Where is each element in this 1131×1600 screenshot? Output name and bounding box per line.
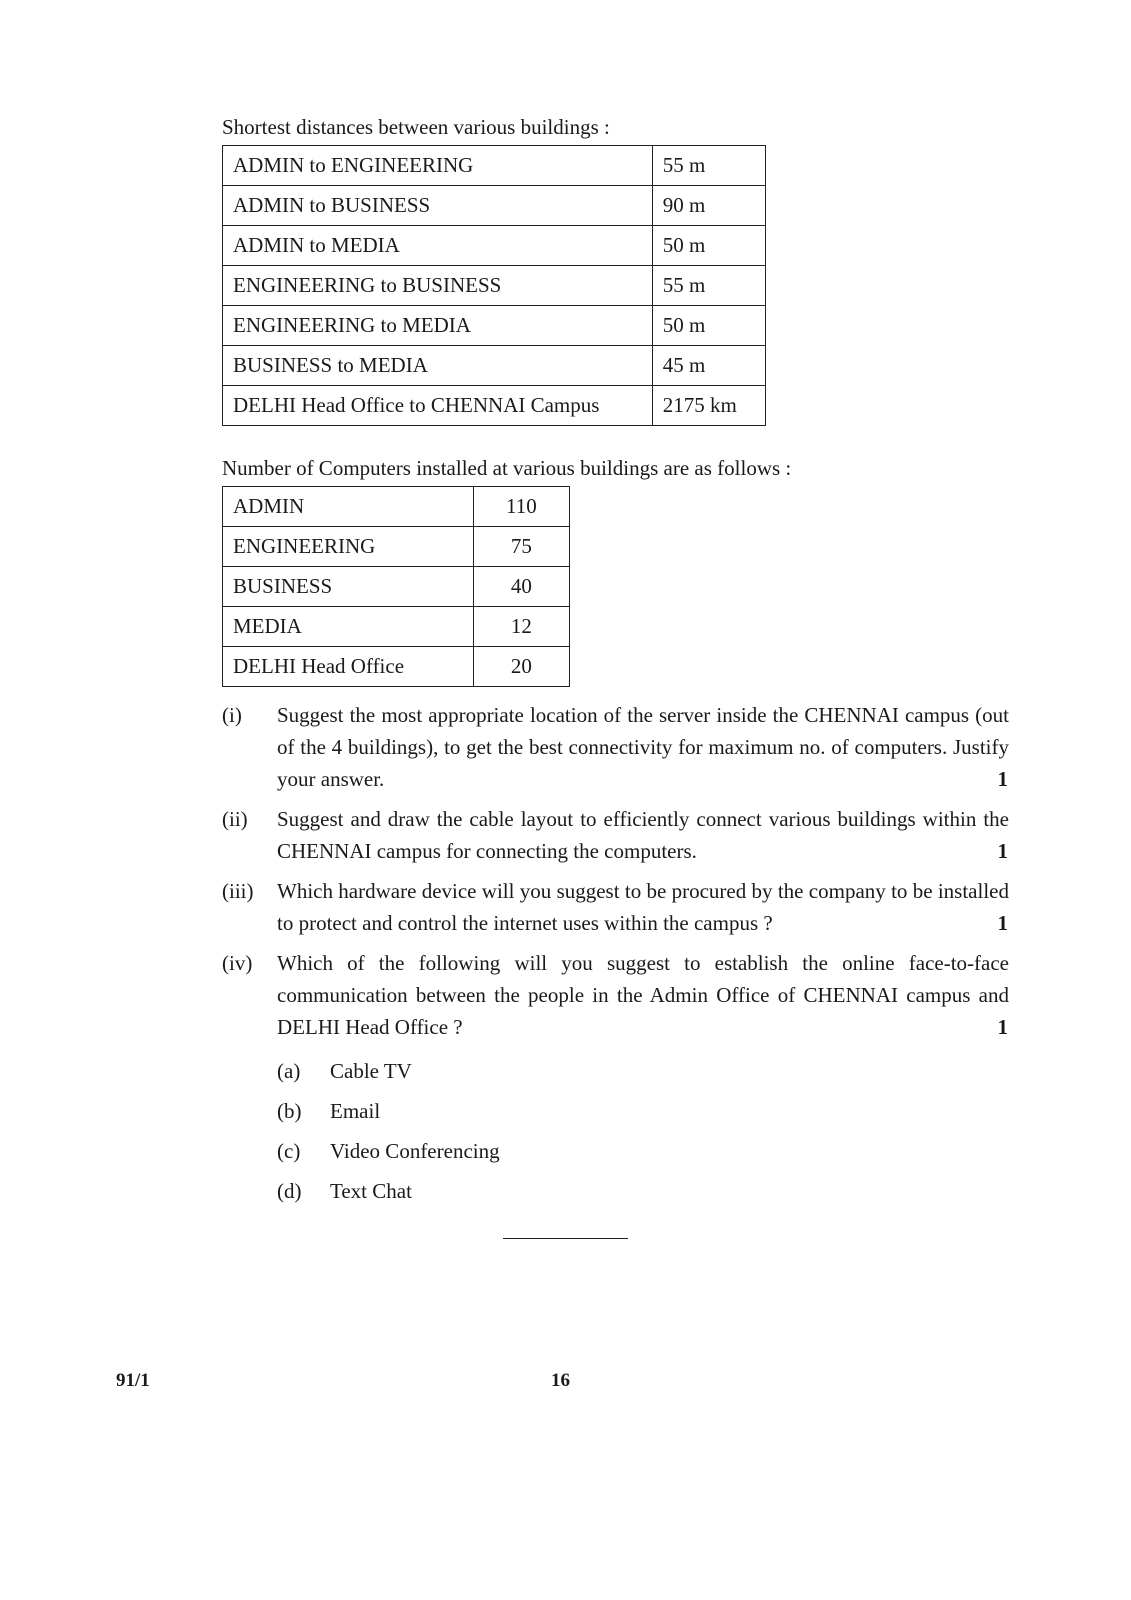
building-cell: BUSINESS [223, 567, 474, 607]
question-number: (iii) [222, 879, 254, 903]
table-row [223, 266, 766, 306]
distance-cell: 50 m [652, 306, 765, 346]
question-text: Suggest the most appropriate location of the server inside the CHENNAI campus (out of the 4 buildings), to get the best connectivity for maximum no. of computers. Justify your answer. [277, 703, 1009, 791]
question-text: Which hardware device will you suggest to be procured by the company to be installed to protect and control the internet uses within the campus ? [277, 879, 1009, 935]
paper-code: 91/1 [116, 1370, 150, 1391]
route-cell: ADMIN to BUSINESS [223, 186, 653, 226]
question-marks: 1 [997, 839, 1008, 863]
distance-cell: 50 m [652, 226, 765, 266]
distances-table [222, 145, 766, 426]
table-row [223, 346, 766, 386]
option-text: Video Conferencing [330, 1139, 500, 1163]
question-marks: 1 [997, 1015, 1008, 1039]
distance-cell: 45 m [652, 346, 765, 386]
option-letter: (a) [277, 1059, 301, 1083]
option-letter: (c) [277, 1139, 301, 1163]
question-marks: 1 [997, 911, 1008, 935]
route-cell: DELHI Head Office to CHENNAI Campus [223, 386, 653, 426]
question-item [222, 875, 1008, 939]
route-cell: ENGINEERING to MEDIA [223, 306, 653, 346]
option-item [277, 1131, 1008, 1171]
question-number: (iv) [222, 951, 253, 975]
option-text: Text Chat [330, 1179, 412, 1203]
table-row [223, 607, 570, 647]
table-row [223, 306, 766, 346]
route-cell: BUSINESS to MEDIA [223, 346, 653, 386]
question-number: (ii) [222, 807, 248, 831]
question-item [222, 699, 1008, 795]
option-letter: (b) [277, 1099, 302, 1123]
option-text: Email [330, 1099, 381, 1123]
question-item [222, 803, 1008, 867]
table-row [223, 567, 570, 607]
question-text: Suggest and draw the cable layout to efficiently connect various buildings within the CHENNAI campus for connecting the computers. [277, 807, 1009, 863]
route-cell: ENGINEERING to BUSINESS [223, 266, 653, 306]
table-row [223, 386, 766, 426]
building-cell: ENGINEERING [223, 527, 474, 567]
end-divider [503, 1238, 628, 1239]
table-row [223, 527, 570, 567]
option-item [277, 1171, 1008, 1211]
question-marks: 1 [997, 767, 1008, 791]
option-letter: (d) [277, 1179, 302, 1203]
distance-cell: 55 m [652, 146, 765, 186]
question-number: (i) [222, 703, 242, 727]
distance-cell: 2175 km [652, 386, 765, 426]
distances-caption: Shortest distances between various buildings : [222, 115, 610, 139]
option-item [277, 1091, 1008, 1131]
option-item [277, 1051, 1008, 1091]
count-cell: 12 [473, 607, 569, 647]
page-number: 16 [551, 1370, 570, 1391]
distance-cell: 55 m [652, 266, 765, 306]
route-cell: ADMIN to ENGINEERING [223, 146, 653, 186]
route-cell: ADMIN to MEDIA [223, 226, 653, 266]
table-row [223, 226, 766, 266]
option-text: Cable TV [330, 1059, 412, 1083]
table-row [223, 487, 570, 527]
table-row [223, 146, 766, 186]
question-text: Which of the following will you suggest to establish the online face-to-face communication between the people in the Admin Office of CHENNAI campus and DELHI Head Office ? [277, 951, 1009, 1039]
option-list [277, 1051, 1008, 1211]
count-cell: 20 [473, 647, 569, 687]
distance-cell: 90 m [652, 186, 765, 226]
count-cell: 75 [473, 527, 569, 567]
building-cell: DELHI Head Office [223, 647, 474, 687]
building-cell: ADMIN [223, 487, 474, 527]
question-item [222, 947, 1008, 1043]
table-row [223, 186, 766, 226]
computers-caption: Number of Computers installed at various buildings are as follows : [222, 456, 792, 480]
computers-table [222, 486, 570, 687]
question-list [222, 699, 1008, 1211]
table-row [223, 647, 570, 687]
count-cell: 110 [473, 487, 569, 527]
count-cell: 40 [473, 567, 569, 607]
building-cell: MEDIA [223, 607, 474, 647]
